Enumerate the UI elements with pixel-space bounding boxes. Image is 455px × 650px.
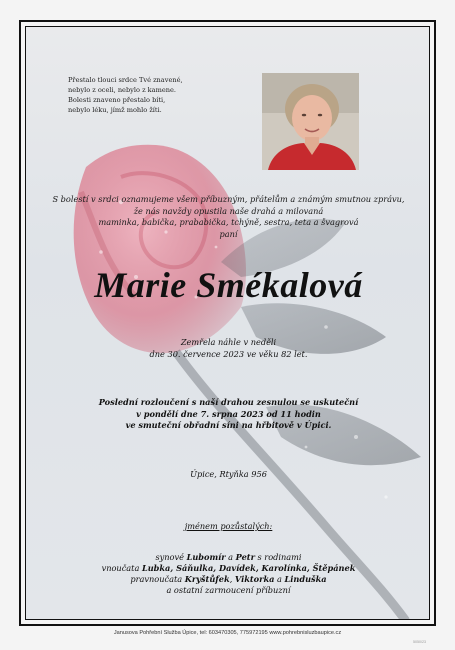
poem-line: Bolesti znaveno přestalo bíti,: [68, 96, 166, 104]
relative-name: Lubomír: [186, 552, 226, 562]
relative-name: Lubka, Sáňulka, Davídek, Karolínka, Štěpánek: [141, 563, 356, 573]
relatives-line-great-grandchildren: [26, 574, 430, 585]
relatives-line-others: a ostatní zarmoucení příbuzní: [166, 585, 291, 595]
inner-frame: [25, 26, 430, 620]
poem-line: Přestalo tlouci srdce Tvé znavené,: [68, 76, 183, 84]
death-info-line: Zemřela náhle v neděli: [180, 337, 277, 347]
relatives-line-sons: [26, 552, 430, 563]
relatives-text: s rodinami: [254, 552, 302, 562]
portrait-photo: [262, 73, 359, 170]
poem-verse: [68, 75, 218, 115]
address: Úpice, Rtyňka 956: [190, 469, 267, 479]
announcement-line: že nás navždy opustila naše drahá a milovaná: [133, 205, 324, 216]
relatives-text: pravnoučata: [130, 574, 185, 584]
relatives-text: a: [225, 552, 236, 562]
relatives-text: vnoučata: [101, 563, 142, 573]
funeral-info-line: ve smuteční obřadní síni na hřbitově v Úpici.: [125, 420, 332, 430]
death-info-line: dne 30. července 2023 ve věku 82 let.: [149, 348, 308, 359]
relatives-text: synové: [155, 552, 187, 562]
announcement-line: maminka, babička, prababička, tchýně, sestra, teta a švagrová: [98, 217, 359, 227]
poem-line: nebylo z oceli, nebylo z kamene.: [68, 86, 176, 94]
funeral-service-footer: Janusova Pohřební Služba Úpice, tel: 603470305, 775972195 www.pohrebnisluzbaupice.cz: [113, 630, 342, 636]
announcement-text: [26, 194, 430, 240]
relative-name: Petr: [235, 552, 255, 562]
rose-background-image: [26, 27, 430, 620]
funeral-info: [26, 397, 430, 432]
announcement-line: paní: [219, 228, 238, 239]
corner-mark: 5050/23: [413, 640, 426, 644]
deceased-name: Marie Smékalová: [94, 265, 363, 305]
on-behalf-heading: jménem pozůstalých:: [184, 521, 273, 531]
poem-line: nebylo léku, jímž mohlo žíti.: [68, 106, 162, 114]
relatives-text: a: [274, 574, 285, 584]
relatives-text: ,: [229, 574, 235, 584]
relative-name: Viktorka: [234, 574, 275, 584]
relatives-line-grandchildren: [26, 563, 430, 574]
funeral-info-line: v pondělí dne 7. srpna 2023 od 11 hodin: [136, 408, 321, 419]
relatives-list: [26, 552, 430, 596]
death-info: [26, 337, 430, 360]
funeral-info-line: Poslední rozloučení s naší drahou zesnulou se uskuteční: [98, 397, 359, 407]
relative-name: Kryštůfek: [184, 574, 230, 584]
announcement-line: S bolestí v srdci oznamujeme všem příbuzným, přátelům a známým smutnou zprávu,: [52, 194, 405, 204]
relative-name: Linduška: [284, 574, 327, 584]
